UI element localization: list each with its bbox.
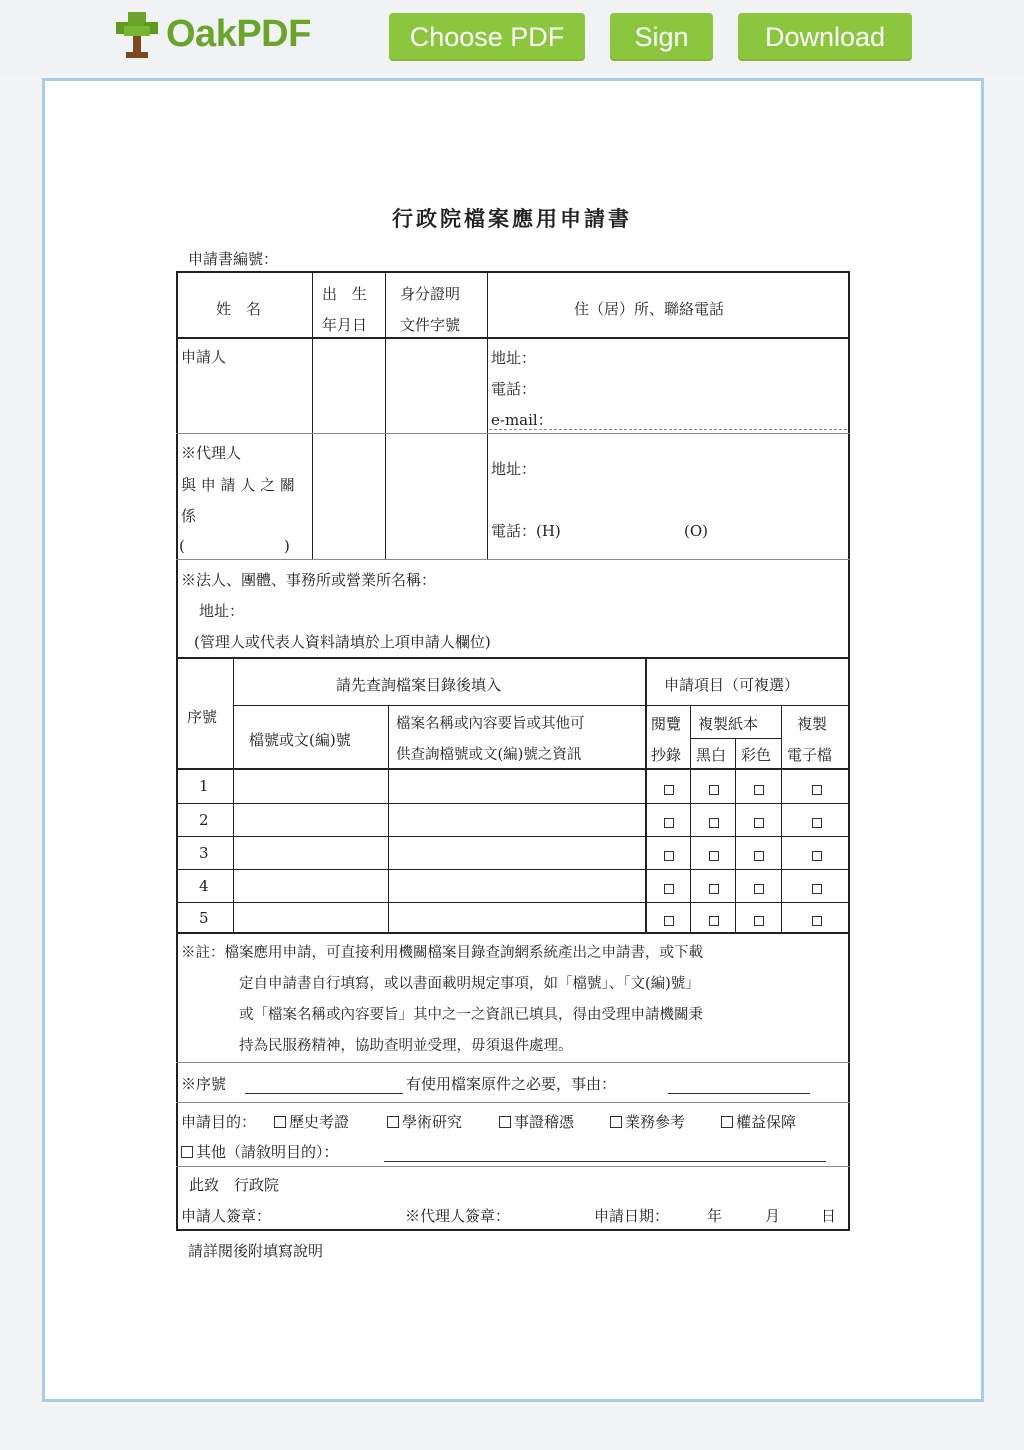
header-id: 文件字號: [400, 316, 461, 334]
bw-checkbox[interactable]: [709, 884, 719, 894]
grid-line: [176, 902, 850, 903]
oak-tree-icon: [112, 8, 162, 60]
applicant-email-field[interactable]: e-mail：: [491, 411, 553, 429]
grid-line: [176, 559, 850, 560]
agent-label: ※代理人: [181, 444, 242, 462]
grid-line: [176, 337, 850, 339]
purpose-academic-checkbox[interactable]: [387, 1116, 399, 1128]
purpose-other-label: 其他（請敘明目的）：: [196, 1143, 339, 1161]
grid-line: [176, 1102, 850, 1103]
date-year: 年: [707, 1207, 723, 1225]
purpose-evidence-label: 事證稽憑: [514, 1113, 575, 1131]
grid-line: [176, 768, 850, 770]
row-number: 4: [199, 877, 209, 895]
grid-line: [781, 705, 782, 933]
purpose-evidence-checkbox[interactable]: [499, 1116, 511, 1128]
original-reason-field[interactable]: [668, 1093, 810, 1094]
top-toolbar: [0, 0, 1024, 74]
grid-line: [176, 869, 850, 870]
purpose-rights-label: 權益保障: [736, 1113, 797, 1131]
date-month: 月: [765, 1207, 781, 1225]
agent-phone-office-field[interactable]: (O): [684, 522, 709, 540]
grid-line: [176, 1062, 850, 1063]
applicant-signature-label: 申請人簽章：: [181, 1207, 272, 1225]
row-number: 5: [199, 909, 209, 927]
header-name: 姓 名: [216, 300, 262, 318]
header-address-phone: 住（居）所、聯絡電話: [574, 300, 725, 318]
purpose-business-label: 業務參考: [625, 1113, 686, 1131]
original-seq-label: ※序號: [181, 1075, 227, 1093]
purpose-rights-checkbox[interactable]: [721, 1116, 733, 1128]
agent-relation-label: 與 申 請 人 之 關: [181, 476, 295, 494]
seq-header: 序號: [187, 708, 218, 726]
transcribe-header: 抄錄: [651, 746, 682, 764]
header-id: 身分證明: [400, 285, 461, 303]
black-white-header: 黑白: [696, 746, 727, 764]
agent-relation-paren: (: [179, 537, 185, 555]
electronic-checkbox[interactable]: [812, 818, 822, 828]
table-border: [848, 271, 850, 1231]
query-header: 請先查詢檔案目錄後填入: [336, 676, 502, 694]
content-header: 供查詢檔號或文(編)號之資訊: [396, 747, 582, 763]
grid-line: [176, 1166, 850, 1167]
application-number-label: 申請書編號：: [188, 250, 279, 268]
corp-name-label: ※法人、團體、事務所或營業所名稱：: [181, 571, 437, 589]
bw-checkbox[interactable]: [709, 818, 719, 828]
note-text: 持為民服務精神，協助查明並受理，毋須退件處理。: [239, 1038, 573, 1054]
header-birth: 年月日: [322, 316, 368, 334]
color-checkbox[interactable]: [754, 818, 764, 828]
purpose-academic-label: 學術研究: [402, 1113, 463, 1131]
brand-logo[interactable]: [112, 8, 311, 60]
note-text: 或「檔案名稱或內容要旨」其中之一之資訊已填具，得由受理申請機關秉: [239, 1007, 703, 1023]
color-checkbox[interactable]: [754, 851, 764, 861]
view-checkbox[interactable]: [664, 818, 674, 828]
bw-checkbox[interactable]: [709, 916, 719, 926]
agent-relation-label: 係: [181, 507, 197, 525]
header-birth: 出 生: [322, 285, 368, 303]
table-border: [176, 271, 850, 273]
row-divider: [489, 429, 847, 430]
purpose-business-checkbox[interactable]: [610, 1116, 622, 1128]
corp-note: (管理人或代表人資料請填於上項申請人欄位): [194, 633, 491, 651]
bw-checkbox[interactable]: [709, 851, 719, 861]
agent-relation-paren: ): [284, 537, 290, 555]
purpose-history-checkbox[interactable]: [274, 1116, 286, 1128]
agent-signature-label: ※代理人簽章：: [405, 1207, 511, 1225]
agent-phone-home-field[interactable]: 電話：(H): [491, 522, 561, 540]
archive-number-header: 檔號或文(編)號: [249, 731, 351, 749]
purpose-history-label: 歷史考證: [289, 1113, 350, 1131]
corp-address-label: 地址：: [199, 602, 245, 620]
row-number: 1: [199, 777, 209, 795]
copy-electronic-header: 複製: [797, 715, 828, 733]
download-button[interactable]: Download: [738, 13, 912, 61]
apply-items-header: 申請項目（可複選）: [664, 676, 800, 694]
applicant-label: 申請人: [181, 348, 227, 366]
color-checkbox[interactable]: [754, 916, 764, 926]
electronic-checkbox[interactable]: [812, 916, 822, 926]
applicant-phone-field[interactable]: 電話：: [491, 380, 537, 398]
row-number: 2: [199, 811, 209, 829]
grid-line: [690, 705, 691, 933]
electronic-checkbox[interactable]: [812, 785, 822, 795]
grid-line: [690, 738, 781, 739]
copy-electronic-header: 電子檔: [787, 746, 833, 764]
color-checkbox[interactable]: [754, 785, 764, 795]
row-number: 3: [199, 844, 209, 862]
electronic-checkbox[interactable]: [812, 851, 822, 861]
grid-line: [385, 271, 386, 559]
grid-line: [176, 803, 850, 804]
view-checkbox[interactable]: [664, 884, 674, 894]
grid-line: [233, 705, 850, 706]
instruction-note: 請詳閱後附填寫說明: [188, 1242, 324, 1260]
original-seq-field[interactable]: [245, 1093, 403, 1094]
view-checkbox[interactable]: [664, 785, 674, 795]
color-checkbox[interactable]: [754, 884, 764, 894]
grid-line: [487, 271, 488, 559]
bw-checkbox[interactable]: [709, 785, 719, 795]
grid-line: [176, 433, 850, 434]
purpose-other-checkbox[interactable]: [181, 1146, 193, 1158]
copy-paper-header: 複製紙本: [698, 715, 759, 733]
grid-line: [176, 657, 850, 659]
grid-line: [176, 932, 850, 934]
agent-address-field[interactable]: 地址：: [491, 460, 537, 478]
date-day: 日: [821, 1207, 837, 1225]
grid-line: [645, 657, 647, 933]
original-reason-label: 有使用檔案原件之必要，事由：: [406, 1075, 617, 1093]
applicant-address-field[interactable]: 地址：: [491, 349, 537, 367]
view-checkbox[interactable]: [664, 916, 674, 926]
pdf-page-viewer[interactable]: [42, 78, 984, 1402]
content-header: 檔案名稱或內容要旨或其他可: [396, 716, 585, 732]
purpose-other-field[interactable]: [384, 1161, 826, 1162]
table-border: [176, 271, 178, 1231]
color-header: 彩色: [741, 746, 772, 764]
electronic-checkbox[interactable]: [812, 884, 822, 894]
purpose-label: 申請目的：: [181, 1113, 257, 1131]
date-label: 申請日期：: [594, 1207, 670, 1225]
grid-line: [312, 271, 313, 559]
addressee: 此致 行政院: [189, 1176, 280, 1194]
sign-button[interactable]: Sign: [610, 13, 713, 61]
table-border: [176, 1229, 850, 1231]
grid-line: [233, 657, 234, 933]
form-title: 行政院檔案應用申請書: [392, 206, 632, 231]
grid-line: [176, 836, 850, 837]
note-text: 定自申請書自行填寫，或以書面載明規定事項，如「檔號」、「文(編)號」: [239, 976, 700, 992]
choose-pdf-button[interactable]: Choose PDF: [389, 13, 585, 61]
grid-line: [388, 705, 389, 933]
brand-name: OakPDF: [166, 12, 311, 55]
note-text: ※註：檔案應用申請，可直接利用機關檔案目錄查詢網系統產出之申請書，或下載: [181, 945, 703, 961]
view-checkbox[interactable]: [664, 851, 674, 861]
view-header: 閱覽: [651, 715, 682, 733]
